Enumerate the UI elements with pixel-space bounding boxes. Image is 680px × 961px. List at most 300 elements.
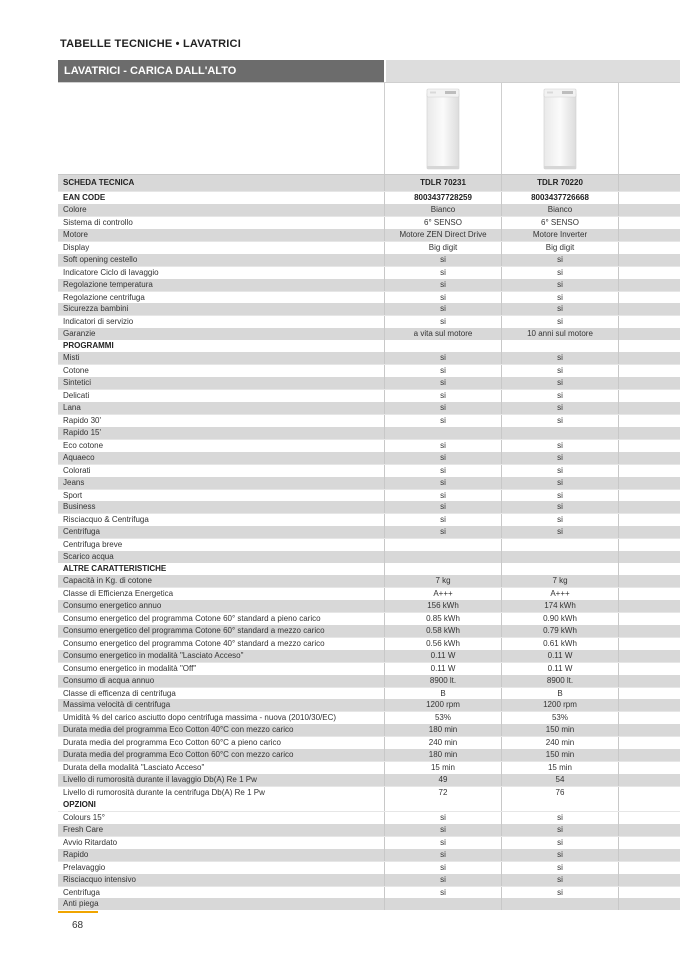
row-empty-cell (619, 267, 680, 279)
row-value-1: 53% (385, 712, 502, 724)
table-row (58, 786, 680, 799)
table-row (58, 328, 680, 340)
row-value-2: si (502, 490, 619, 502)
table-row (58, 886, 680, 899)
row-value-1: si (385, 452, 502, 464)
row-value-1: si (385, 365, 502, 377)
row-value-2: si (502, 887, 619, 899)
row-value-1: si (385, 490, 502, 502)
row-label: Eco cotone (58, 440, 385, 452)
table-row (58, 587, 680, 600)
row-value-2: 174 kWh (502, 600, 619, 612)
table-row (58, 352, 680, 364)
row-value-2: si (502, 837, 619, 849)
row-value-1: a vita sul motore (385, 328, 502, 340)
table-row (58, 774, 680, 786)
row-empty-cell (619, 242, 680, 254)
row-value-1: si (385, 837, 502, 849)
row-value-2: 7 kg (502, 575, 619, 587)
row-value-2: 0.61 kWh (502, 638, 619, 650)
row-value-1: 72 (385, 787, 502, 799)
row-empty-cell (619, 365, 680, 377)
row-value-1: si (385, 352, 502, 364)
row-empty-cell (619, 663, 680, 675)
row-value-2: si (502, 477, 619, 489)
row-value-1: Bianco (385, 204, 502, 216)
table-row (58, 724, 680, 736)
row-value-1: 0.85 kWh (385, 613, 502, 625)
table-header-empty (619, 175, 680, 191)
row-label: Lana (58, 402, 385, 414)
table-row (58, 452, 680, 464)
row-empty-cell (619, 352, 680, 364)
table-row (58, 191, 680, 204)
row-value-1: 180 min (385, 724, 502, 736)
row-empty-cell (619, 898, 680, 910)
row-label: Motore (58, 229, 385, 241)
row-label: EAN CODE (58, 192, 385, 204)
row-label: Display (58, 242, 385, 254)
row-value-2: si (502, 465, 619, 477)
row-value-2: si (502, 303, 619, 315)
row-empty-cell (619, 377, 680, 389)
row-value-1: si (385, 303, 502, 315)
row-value-2: 0.90 kWh (502, 613, 619, 625)
row-value-2: 10 anni sul motore (502, 328, 619, 340)
row-empty-cell (619, 229, 680, 241)
table-row (58, 216, 680, 229)
table-header-label: SCHEDA TECNICA (58, 175, 385, 191)
row-value-2 (502, 551, 619, 563)
row-label: Durata media del programma Eco Cotton 60°C a pieno carico (58, 737, 385, 749)
row-empty-cell (619, 600, 680, 612)
row-value-2: B (502, 688, 619, 700)
row-empty-cell (619, 675, 680, 687)
table-row (58, 266, 680, 279)
table-row (58, 687, 680, 700)
row-value-1 (385, 340, 502, 352)
row-value-1: Motore ZEN Direct Drive (385, 229, 502, 241)
row-value-2 (502, 799, 619, 811)
row-empty-cell (619, 699, 680, 711)
top-load-washer-icon (425, 87, 461, 171)
row-value-1: 0.56 kWh (385, 638, 502, 650)
row-value-1: si (385, 415, 502, 427)
row-empty-cell (619, 749, 680, 761)
row-label: OPZIONI (58, 799, 385, 811)
row-value-1: 6° SENSO (385, 217, 502, 229)
row-label: PROGRAMMI (58, 340, 385, 352)
row-value-1: si (385, 874, 502, 886)
row-empty-cell (619, 812, 680, 824)
row-label: Durata media del programma Eco Cotton 40°C con mezzo carico (58, 724, 385, 736)
row-value-2: Bianco (502, 204, 619, 216)
row-value-1: 8003437728259 (385, 192, 502, 204)
image-row-empty-cell (619, 83, 680, 175)
table-row (58, 402, 680, 414)
row-label: Colorati (58, 465, 385, 477)
row-empty-cell (619, 625, 680, 637)
row-label: Fresh Care (58, 824, 385, 836)
row-label: Sistema di controllo (58, 217, 385, 229)
row-label: Consumo energetico del programma Cotone 60° standard a pieno carico (58, 613, 385, 625)
row-label: Consumo energetico del programma Cotone 40° standard a mezzo carico (58, 638, 385, 650)
row-value-1: si (385, 402, 502, 414)
row-value-2: si (502, 316, 619, 328)
row-value-1: si (385, 390, 502, 402)
image-row-label-cell (58, 83, 385, 175)
row-value-2: 150 min (502, 724, 619, 736)
row-value-2: 1200 rpm (502, 699, 619, 711)
row-label: Regolazione centrifuga (58, 292, 385, 304)
row-label: Aquaeco (58, 452, 385, 464)
row-value-2 (502, 539, 619, 551)
row-value-1: 0.11 W (385, 650, 502, 662)
top-load-washer-icon (542, 87, 578, 171)
row-value-2: si (502, 440, 619, 452)
model-name-2: TDLR 70220 (502, 175, 619, 191)
row-empty-cell (619, 490, 680, 502)
product-image-cell-1 (385, 83, 502, 175)
model-name-1: TDLR 70231 (385, 175, 502, 191)
table-row (58, 427, 680, 439)
row-empty-cell (619, 501, 680, 513)
row-value-2: 0.11 W (502, 663, 619, 675)
table-row (58, 600, 680, 612)
row-value-2: si (502, 352, 619, 364)
row-value-2: si (502, 254, 619, 266)
table-row (58, 736, 680, 749)
section-title: LAVATRICI - CARICA DALL'ALTO (58, 60, 384, 82)
row-label: Consumo energetico del programma Cotone 60° standard a mezzo carico (58, 625, 385, 637)
row-label: Rapido 15' (58, 427, 385, 439)
row-label: Colours 15° (58, 812, 385, 824)
row-value-1 (385, 551, 502, 563)
row-value-2: 53% (502, 712, 619, 724)
table-row (58, 849, 680, 861)
row-label: Capacità in Kg. di cotone (58, 575, 385, 587)
table-row (58, 303, 680, 315)
row-value-1: si (385, 477, 502, 489)
table-row (58, 637, 680, 650)
row-value-2 (502, 340, 619, 352)
row-label: Centrifuga (58, 526, 385, 538)
row-empty-cell (619, 824, 680, 836)
spec-table (58, 174, 680, 910)
row-value-1 (385, 427, 502, 439)
row-value-2: si (502, 812, 619, 824)
row-label: Anti piega (58, 898, 385, 910)
row-value-1: A+++ (385, 588, 502, 600)
table-row (58, 650, 680, 662)
row-empty-cell (619, 303, 680, 315)
row-empty-cell (619, 415, 680, 427)
row-value-2: si (502, 292, 619, 304)
table-row (58, 836, 680, 849)
row-label: Sport (58, 490, 385, 502)
table-row (58, 526, 680, 538)
table-row (58, 898, 680, 910)
table-row (58, 513, 680, 526)
row-label: Sicurezza bambini (58, 303, 385, 315)
row-empty-cell (619, 575, 680, 587)
table-row (58, 662, 680, 675)
row-value-2: si (502, 849, 619, 861)
table-row (58, 477, 680, 489)
table-row (58, 811, 680, 824)
row-label: Garanzie (58, 328, 385, 340)
row-value-2: si (502, 402, 619, 414)
row-empty-cell (619, 402, 680, 414)
row-value-1: si (385, 279, 502, 291)
row-empty-cell (619, 724, 680, 736)
row-value-2: si (502, 452, 619, 464)
footer-accent-line (58, 911, 98, 913)
row-empty-cell (619, 774, 680, 786)
row-value-1: si (385, 440, 502, 452)
table-row (58, 625, 680, 637)
row-label: Massima velocità di centrifuga (58, 699, 385, 711)
row-empty-cell (619, 638, 680, 650)
table-row (58, 229, 680, 241)
row-label: Avvio Ritardato (58, 837, 385, 849)
row-value-2: 150 min (502, 749, 619, 761)
row-label: Risciacquo intensivo (58, 874, 385, 886)
row-empty-cell (619, 887, 680, 899)
row-label: Livello di rumorosità durante il lavaggio Db(A) Re 1 Pw (58, 774, 385, 786)
row-label: Misti (58, 352, 385, 364)
row-empty-cell (619, 588, 680, 600)
section-header-filler (386, 60, 680, 82)
row-empty-cell (619, 837, 680, 849)
row-value-2: si (502, 526, 619, 538)
row-value-2: si (502, 862, 619, 874)
row-value-2: 54 (502, 774, 619, 786)
row-empty-cell (619, 563, 680, 575)
row-value-1 (385, 898, 502, 910)
row-empty-cell (619, 440, 680, 452)
row-label: Durata media del programma Eco Cotton 60°C con mezzo carico (58, 749, 385, 761)
row-empty-cell (619, 217, 680, 229)
row-value-1: 7 kg (385, 575, 502, 587)
row-label: Delicati (58, 390, 385, 402)
row-empty-cell (619, 526, 680, 538)
table-row (58, 861, 680, 874)
row-value-1 (385, 799, 502, 811)
row-label: Indicatori di servizio (58, 316, 385, 328)
row-empty-cell (619, 613, 680, 625)
table-row (58, 254, 680, 266)
row-value-2 (502, 427, 619, 439)
table-row (58, 538, 680, 551)
row-value-2: Big digit (502, 242, 619, 254)
row-value-1: si (385, 514, 502, 526)
row-value-2: si (502, 377, 619, 389)
row-empty-cell (619, 465, 680, 477)
row-value-1: 0.11 W (385, 663, 502, 675)
row-empty-cell (619, 849, 680, 861)
row-empty-cell (619, 254, 680, 266)
row-empty-cell (619, 340, 680, 352)
row-label: Centrifuga breve (58, 539, 385, 551)
row-empty-cell (619, 862, 680, 874)
table-row (58, 315, 680, 328)
row-value-2: si (502, 365, 619, 377)
table-section-row (58, 340, 680, 352)
row-value-2: si (502, 501, 619, 513)
row-value-1: si (385, 254, 502, 266)
row-value-2: si (502, 267, 619, 279)
table-row (58, 711, 680, 724)
page-number: 68 (72, 920, 84, 931)
row-empty-cell (619, 477, 680, 489)
row-empty-cell (619, 328, 680, 340)
table-row (58, 874, 680, 886)
row-empty-cell (619, 762, 680, 774)
row-empty-cell (619, 688, 680, 700)
row-empty-cell (619, 737, 680, 749)
row-value-2 (502, 898, 619, 910)
row-label: Soft opening cestello (58, 254, 385, 266)
row-value-2: si (502, 390, 619, 402)
row-value-1: 8900 lt. (385, 675, 502, 687)
row-value-1: si (385, 292, 502, 304)
row-value-1: si (385, 849, 502, 861)
row-label: Umidità % del carico asciutto dopo centrifuga massima - nuova (2010/30/EC) (58, 712, 385, 724)
table-row (58, 204, 680, 216)
row-value-2: si (502, 415, 619, 427)
row-label: Consumo energetico in modalità "Off" (58, 663, 385, 675)
row-empty-cell (619, 316, 680, 328)
row-value-1: 15 min (385, 762, 502, 774)
row-empty-cell (619, 427, 680, 439)
row-value-2: 8003437726668 (502, 192, 619, 204)
row-empty-cell (619, 292, 680, 304)
row-label: Scarico acqua (58, 551, 385, 563)
table-row (58, 439, 680, 452)
row-empty-cell (619, 390, 680, 402)
row-value-1: si (385, 812, 502, 824)
row-value-1: si (385, 824, 502, 836)
row-value-2: si (502, 824, 619, 836)
row-value-1: si (385, 501, 502, 513)
table-row (58, 279, 680, 291)
row-label: Regolazione temperatura (58, 279, 385, 291)
row-empty-cell (619, 799, 680, 811)
row-value-1: si (385, 887, 502, 899)
row-value-1: Big digit (385, 242, 502, 254)
row-empty-cell (619, 192, 680, 204)
table-row (58, 464, 680, 477)
row-label: Livello di rumorosità durante la centrifuga Db(A) Re 1 Pw (58, 787, 385, 799)
row-label: Consumo energetico annuo (58, 600, 385, 612)
row-value-2: 0.11 W (502, 650, 619, 662)
row-value-1: si (385, 267, 502, 279)
row-value-1: si (385, 377, 502, 389)
row-value-1: si (385, 316, 502, 328)
row-label: Consumo di acqua annuo (58, 675, 385, 687)
row-value-2: si (502, 514, 619, 526)
product-image-cell-2 (502, 83, 619, 175)
row-empty-cell (619, 279, 680, 291)
row-value-2: 76 (502, 787, 619, 799)
table-row (58, 377, 680, 389)
row-value-1: 180 min (385, 749, 502, 761)
table-row (58, 291, 680, 304)
row-empty-cell (619, 551, 680, 563)
product-image-row (58, 82, 680, 175)
table-section-row (58, 563, 680, 575)
row-value-2: 8900 lt. (502, 675, 619, 687)
row-label: Jeans (58, 477, 385, 489)
row-empty-cell (619, 650, 680, 662)
row-label: Consumo energetico in modalità "Lasciato Acceso" (58, 650, 385, 662)
table-row (58, 612, 680, 625)
table-row (58, 749, 680, 761)
row-value-2: 6° SENSO (502, 217, 619, 229)
row-value-1: 0.58 kWh (385, 625, 502, 637)
row-value-1: B (385, 688, 502, 700)
row-value-1: si (385, 862, 502, 874)
row-label: Indicatore Ciclo di lavaggio (58, 267, 385, 279)
row-value-2: 240 min (502, 737, 619, 749)
table-row (58, 389, 680, 402)
row-value-1: 156 kWh (385, 600, 502, 612)
row-label: Durata della modalità "Lasciato Acceso" (58, 762, 385, 774)
row-empty-cell (619, 452, 680, 464)
row-label: Risciacquo & Centrifuga (58, 514, 385, 526)
row-value-2: Motore Inverter (502, 229, 619, 241)
row-label: Prelavaggio (58, 862, 385, 874)
row-value-2: si (502, 279, 619, 291)
row-label: Classe di Efficienza Energetica (58, 588, 385, 600)
row-value-2: 0.79 kWh (502, 625, 619, 637)
row-label: Colore (58, 204, 385, 216)
row-label: ALTRE CARATTERISTICHE (58, 563, 385, 575)
row-label: Sintetici (58, 377, 385, 389)
page-title: TABELLE TECNICHE • LAVATRICI (60, 38, 241, 50)
row-label: Classe di efficenza di centrifuga (58, 688, 385, 700)
row-label: Cotone (58, 365, 385, 377)
row-value-1: 49 (385, 774, 502, 786)
row-value-2: si (502, 874, 619, 886)
table-section-row (58, 799, 680, 811)
row-value-2 (502, 563, 619, 575)
row-empty-cell (619, 539, 680, 551)
table-header-row (58, 174, 680, 191)
row-label: Business (58, 501, 385, 513)
row-empty-cell (619, 874, 680, 886)
row-label: Centrifuga (58, 887, 385, 899)
row-value-1: 1200 rpm (385, 699, 502, 711)
table-row (58, 414, 680, 427)
table-row (58, 761, 680, 774)
table-row (58, 489, 680, 502)
row-empty-cell (619, 514, 680, 526)
row-label: Rapido 30' (58, 415, 385, 427)
row-empty-cell (619, 787, 680, 799)
row-value-2: A+++ (502, 588, 619, 600)
row-empty-cell (619, 204, 680, 216)
table-row (58, 699, 680, 711)
row-value-1 (385, 563, 502, 575)
row-value-1: si (385, 465, 502, 477)
section-header (58, 60, 680, 82)
table-row (58, 575, 680, 587)
table-row (58, 364, 680, 377)
row-value-1: 240 min (385, 737, 502, 749)
table-row (58, 501, 680, 513)
